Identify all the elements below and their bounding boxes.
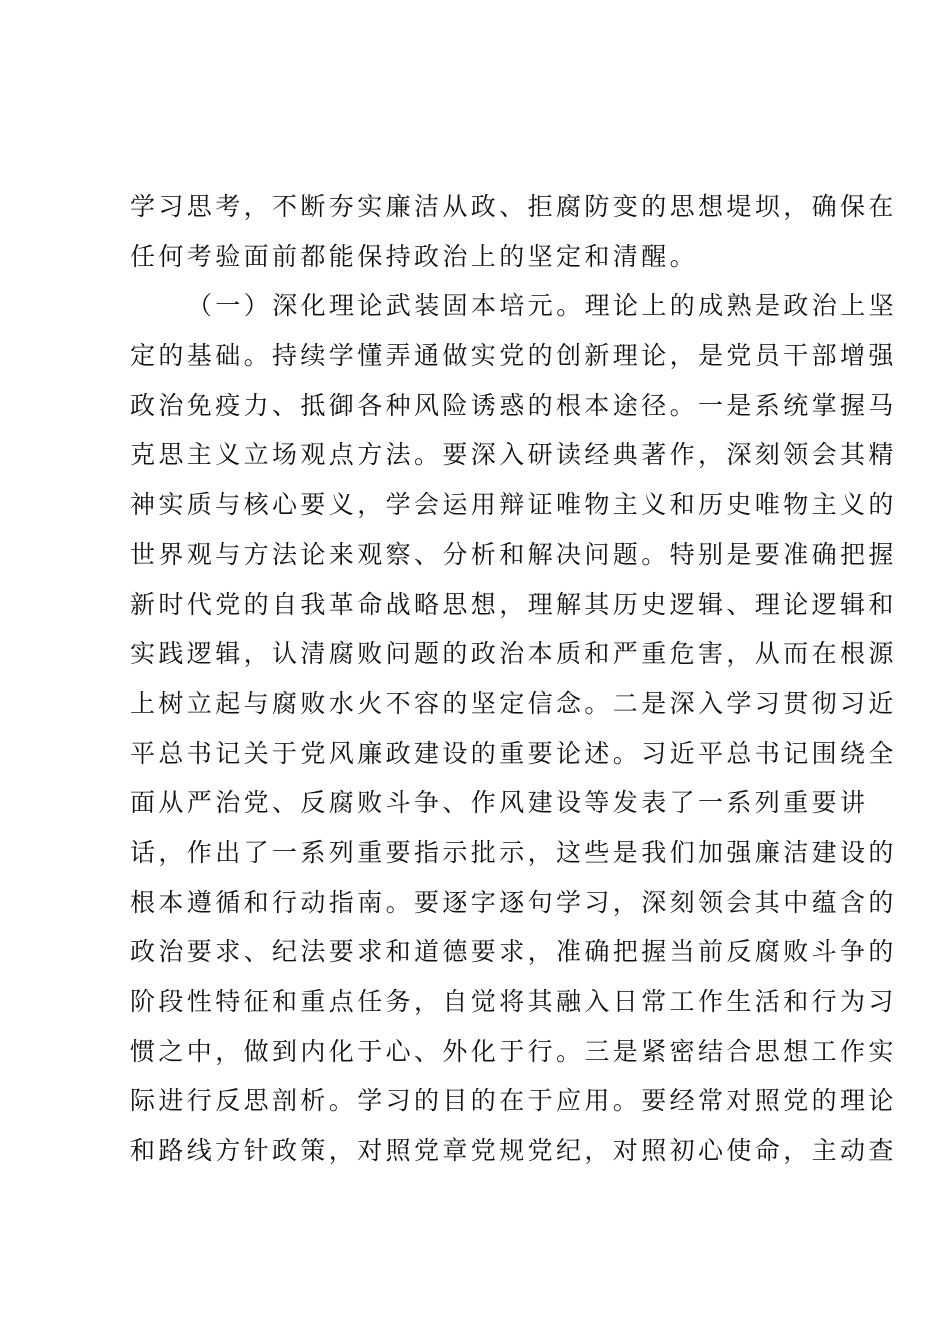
text-line: 神实质与核心要义，学会运用辩证唯物主义和历史唯物主义的 bbox=[130, 490, 897, 520]
text-line: 上树立起与腐败水火不容的坚定信念。二是深入学习贯彻习近 bbox=[130, 688, 897, 718]
text-line: 克思主义立场观点方法。要深入研读经典著作，深刻领会其精 bbox=[130, 440, 897, 470]
text-line: 政治要求、纪法要求和道德要求，准确把握当前反腐败斗争的 bbox=[130, 937, 897, 967]
text-line: 话，作出了一系列重要指示批示，这些是我们加强廉洁建设的 bbox=[130, 837, 897, 867]
text-line: 面从严治党、反腐败斗争、作风建设等发表了一系列重要讲 bbox=[130, 788, 869, 818]
text-line: 际进行反思剖析。学习的目的在于应用。要经常对照党的理论 bbox=[130, 1086, 897, 1116]
text-line: 阶段性特征和重点任务，自觉将其融入日常工作生活和行为习 bbox=[130, 987, 897, 1016]
section-heading-line: （一）深化理论武装固本培元。理论上的成熟是政治上坚 bbox=[187, 291, 898, 321]
text-line: 惯之中，做到内化于心、外化于行。三是紧密结合思想工作实 bbox=[130, 1036, 897, 1066]
body-text bbox=[130, 182, 898, 1176]
text-line: 学习思考，不断夯实廉洁从政、拒腐防变的思想堤坝，确保在 bbox=[130, 192, 897, 221]
text-line: 政治免疫力、抵御各种风险诱惑的根本途径。一是系统掌握马 bbox=[130, 390, 897, 420]
text-line: 实践逻辑，认清腐败问题的政治本质和严重危害，从而在根源 bbox=[130, 639, 897, 669]
text-line: 和路线方针政策，对照党章党规党纪，对照初心使命，主动查 bbox=[130, 1136, 897, 1166]
text-line: 根本遵循和行动指南。要逐字逐句学习，深刻领会其中蕴含的 bbox=[130, 887, 897, 917]
text-line: 定的基础。持续学懂弄通做实党的创新理论，是党员干部增强 bbox=[130, 341, 897, 371]
text-line: 新时代党的自我革命战略思想，理解其历史逻辑、理论逻辑和 bbox=[130, 589, 897, 619]
text-line: 平总书记关于党风廉政建设的重要论述。习近平总书记围绕全 bbox=[130, 738, 897, 768]
text-line: 任何考验面前都能保持政治上的坚定和清醒。 bbox=[130, 241, 699, 271]
text-line: 世界观与方法论来观察、分析和解决问题。特别是要准确把握 bbox=[130, 539, 897, 569]
